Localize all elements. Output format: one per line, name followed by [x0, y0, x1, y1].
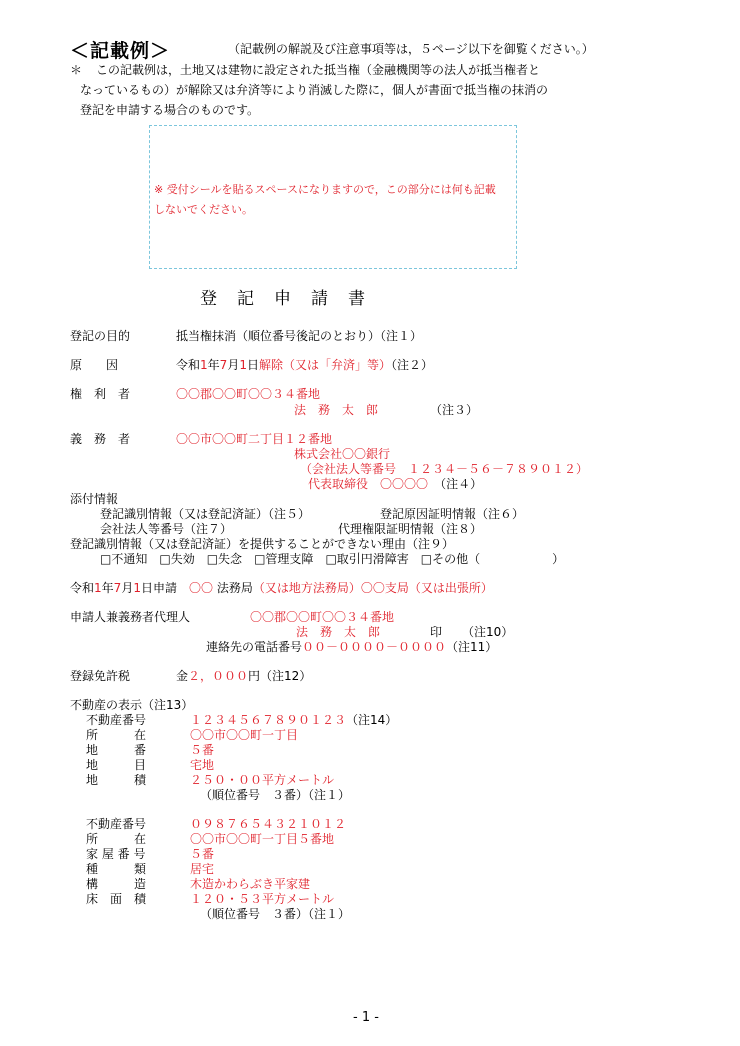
land-rank: （順位番号 ３番）（注１）: [200, 788, 351, 802]
reason-option[interactable]: □失効: [159, 552, 195, 566]
reason-option[interactable]: □不通知: [100, 552, 148, 566]
floor-area-label: 床 面 積: [86, 892, 147, 906]
seal-instruction-line-2: しないでください。: [154, 203, 253, 216]
document-title: 登記申請書: [200, 289, 385, 309]
seal-mark: 印: [430, 625, 443, 639]
cause-value: 令和1年7月1日解除（又は「弁済」等）（注２）: [176, 358, 434, 372]
building-structure: 木造かわらぶき平家建: [190, 877, 311, 891]
page-number: - 1 -: [353, 1010, 379, 1025]
obligor-representative: 代表取締役 〇〇〇〇 （注４）: [308, 477, 483, 491]
phone-row: 連絡先の電話番号００－００００－００００（注11）: [206, 640, 498, 654]
seal-instruction-line-1: ※ 受付シールを貼るスペースになりますので，この部分には何も記載: [154, 183, 496, 196]
building-structure-label: 構 造: [86, 877, 147, 891]
holder-note: （注３）: [430, 403, 479, 417]
attachment-id-info: 登記識別情報（又は登記済証）（注５）: [100, 507, 311, 521]
asterisk-mark: ＊: [70, 63, 83, 77]
obligor-label: 義 務 者: [70, 432, 131, 446]
land-area-label: 地 積: [86, 773, 147, 787]
land-area: ２５０・００平方メートル: [190, 773, 335, 787]
floor-area: １２０・５３平方メートル: [190, 892, 335, 906]
land-location-label: 所 在: [86, 728, 147, 742]
attachment-cause-proof: 登記原因証明情報（注６）: [380, 507, 525, 521]
building-number: ０９８７６５４３２１０１２: [190, 817, 347, 831]
intro-line-3: 登記を申請する場合のものです。: [80, 103, 260, 117]
building-type: 居宅: [190, 862, 215, 876]
obligor-address: 〇〇市〇〇町二丁目１２番地: [176, 432, 333, 446]
tax-value: 金２，０００円（注12）: [176, 669, 312, 683]
holder-address: 〇〇郡〇〇町〇〇３４番地: [176, 387, 321, 401]
holder-name: 法 務 太 郎: [294, 403, 379, 417]
application-date-office: 令和1年7月1日申請 〇〇 法務局（又は地方法務局）〇〇支局（又は出張所）: [70, 581, 493, 595]
reason-option[interactable]: □その他（ ）: [420, 552, 565, 566]
reason-option[interactable]: □失念: [206, 552, 243, 566]
building-number-label: 不動産番号: [86, 817, 147, 831]
page-header-title: ＜記載例＞: [70, 40, 171, 62]
intro-line-1: この記載例は，土地又は建物に設定された抵当権（金融機関等の法人が抵当権者と: [96, 63, 541, 77]
reason-label: 登記識別情報（又は登記済証）を提供することができない理由（注９）: [70, 537, 455, 551]
reason-option[interactable]: □取引円滑障害: [325, 552, 409, 566]
reason-checkbox-row: [100, 551, 564, 567]
land-category-label: 地 目: [86, 758, 147, 772]
attachments-label: 添付情報: [70, 492, 119, 506]
holder-label: 権 利 者: [70, 387, 131, 401]
land-number-label: 不動産番号: [86, 713, 147, 727]
applicant-label: 申請人兼義務者代理人: [70, 610, 191, 624]
receipt-seal-box: [149, 125, 517, 269]
obligor-company: 株式会社〇〇銀行: [294, 447, 391, 461]
house-number: ５番: [190, 847, 215, 861]
intro-line-2: なっているもの）が解除又は弁済等により消滅した際に，個人が書面で抵当権の抹消の: [80, 83, 549, 97]
purpose-label: 登記の目的: [70, 329, 131, 343]
land-lot: ５番: [190, 743, 215, 757]
house-number-label: 家 屋 番 号: [86, 847, 146, 861]
tax-label: 登録免許税: [70, 669, 131, 683]
property-label: 不動産の表示（注13）: [70, 698, 194, 712]
cause-label: 原 因: [70, 358, 119, 372]
building-type-label: 種 類: [86, 862, 147, 876]
building-location: 〇〇市〇〇町一丁目５番地: [190, 832, 335, 846]
attachment-corp-number: 会社法人等番号（注７）: [100, 522, 233, 536]
land-number: １２３４５６７８９０１２３（注14）: [190, 713, 398, 727]
applicant-note: （注10）: [462, 625, 514, 639]
building-location-label: 所 在: [86, 832, 147, 846]
reason-option[interactable]: □管理支障: [254, 552, 314, 566]
intro-paragraph: [70, 60, 680, 120]
land-category: 宅地: [190, 758, 215, 772]
applicant-name: 法 務 太 郎: [296, 625, 381, 639]
building-rank: （順位番号 ３番）（注１）: [200, 907, 351, 921]
header-note: （記載例の解説及び注意事項等は，５ページ以下を御覧ください。）: [228, 42, 594, 56]
attachment-agency-proof: 代理権限証明情報（注８）: [338, 522, 483, 536]
applicant-address: 〇〇郡〇〇町〇〇３４番地: [250, 610, 395, 624]
land-location: 〇〇市〇〇町一丁目: [190, 728, 299, 742]
purpose-value: 抵当権抹消（順位番号後記のとおり）（注１）: [176, 329, 423, 343]
obligor-corporate-number: （会社法人等番号 １２３４－５６－７８９０１２）: [300, 462, 589, 476]
land-lot-label: 地 番: [86, 743, 147, 757]
